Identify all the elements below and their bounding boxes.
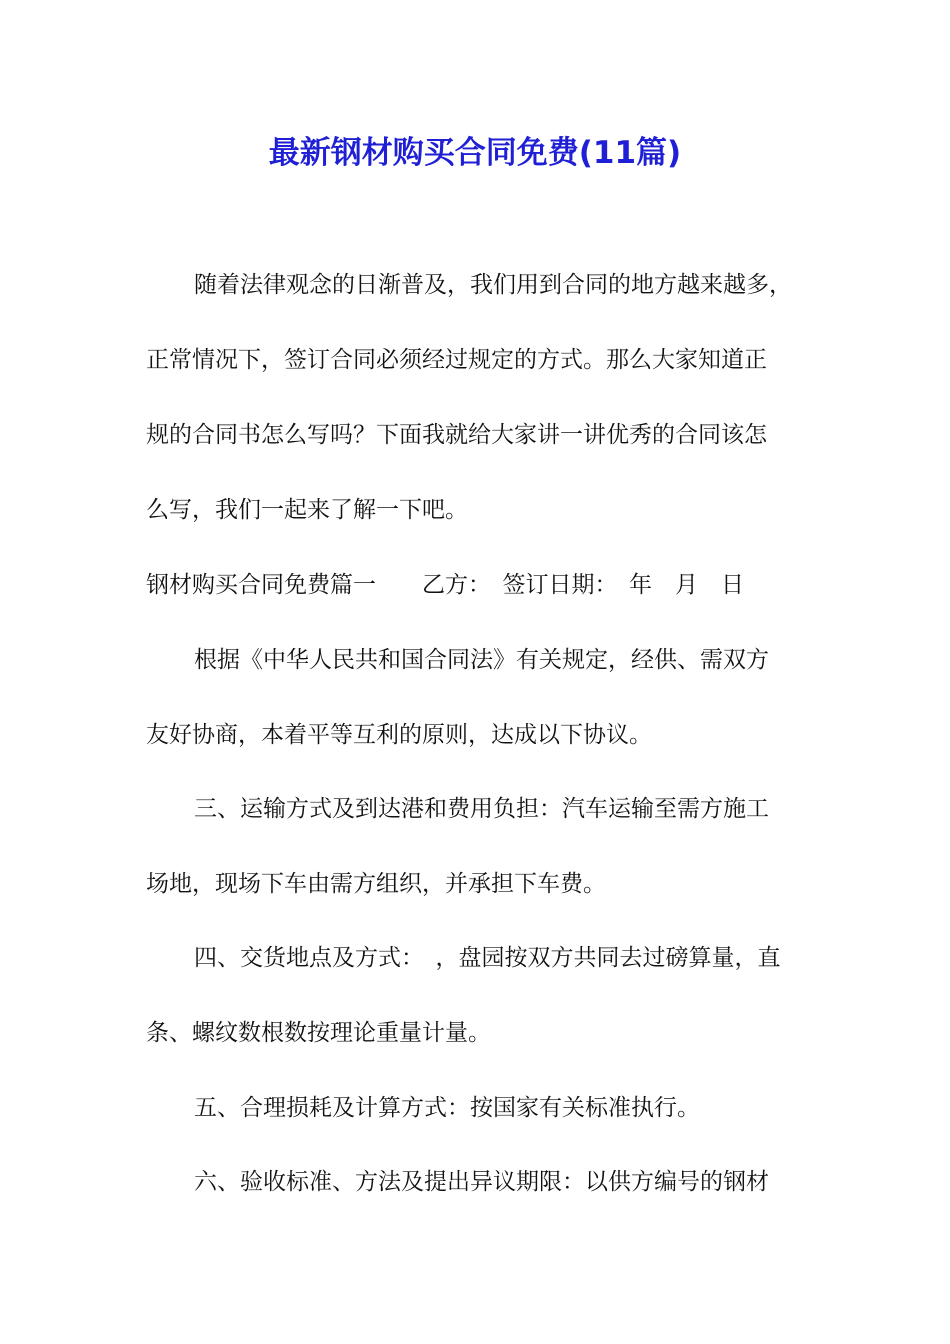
- paragraph-line: 友好协商，本着平等互利的原则，达成以下协议。: [146, 722, 652, 748]
- paragraph-line: 正常情况下，签订合同必须经过规定的方式。那么大家知道正: [146, 347, 767, 373]
- document-title: 最新钢材购买合同免费(11篇): [268, 135, 682, 171]
- paragraph-line: 规的合同书怎么写吗？下面我就给大家讲一讲优秀的合同该怎: [146, 422, 767, 448]
- section-heading-line: 钢材购买合同免费篇一 乙方： 签订日期： 年 月 日: [146, 572, 744, 598]
- paragraph-line: 根据《中华人民共和国合同法》有关规定，经供、需双方: [194, 647, 769, 673]
- paragraph-line: 五、合理损耗及计算方式：按国家有关标准执行。: [194, 1095, 700, 1121]
- paragraph-line: 六、验收标准、方法及提出异议期限：以供方编号的钢材: [194, 1169, 769, 1195]
- paragraph-line: 四、交货地点及方式： ，盘园按双方共同去过磅算量，直: [194, 945, 781, 971]
- paragraph-line: 条、螺纹数根数按理论重量计量。: [146, 1020, 491, 1046]
- paragraph-line: 随着法律观念的日渐普及，我们用到合同的地方越来越多，: [194, 272, 792, 298]
- paragraph-line: 场地，现场下车由需方组织，并承担下车费。: [146, 871, 606, 897]
- paragraph-line: 么写，我们一起来了解一下吧。: [146, 497, 468, 523]
- paragraph-line: 三、运输方式及到达港和费用负担：汽车运输至需方施工: [194, 796, 769, 822]
